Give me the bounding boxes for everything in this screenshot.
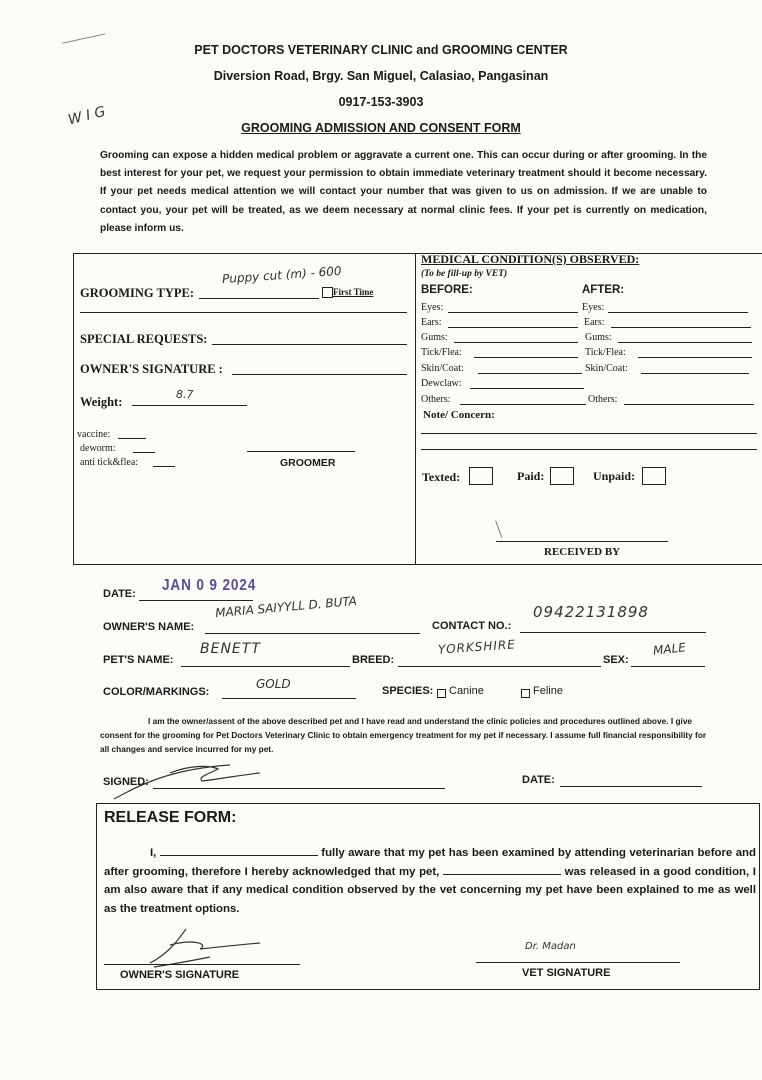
after-ears-label: Ears: <box>584 317 605 328</box>
vet-signature-label: VET SIGNATURE <box>522 967 611 979</box>
special-requests-line[interactable] <box>212 344 407 345</box>
before-ears-line[interactable] <box>448 327 578 328</box>
pet-name-label: PET'S NAME: <box>103 654 174 666</box>
date-stamp: JAN 0 9 2024 <box>162 577 257 594</box>
intro-paragraph: Grooming can expose a hidden medical problem or aggravate a current one. This can occur during or after grooming. In the best interest for your pet, we request your permission to obtain immediate veterinary treatment should it become necessary. If your pet needs medical attention we will contact your number that was given to us on admission. If we are unable to contact you, your pet will be treated, as we deem necessary at normal clinic fees. If your pet is currently on medication, please inform us. <box>100 150 707 234</box>
after-eyes-label: Eyes: <box>582 302 605 313</box>
before-label: BEFORE: <box>421 284 473 296</box>
deworm-label: deworm: <box>80 443 116 454</box>
note-line-1[interactable] <box>421 433 757 434</box>
before-eyes-label: Eyes: <box>421 302 444 313</box>
paid-checkbox[interactable] <box>550 467 574 485</box>
color-label: COLOR/MARKINGS: <box>103 686 210 698</box>
after-eyes-line[interactable] <box>608 312 748 313</box>
breed-line[interactable] <box>398 666 601 667</box>
before-others-line[interactable] <box>460 404 586 405</box>
texted-checkbox[interactable] <box>469 467 493 485</box>
pet-name-value: BENETT <box>200 641 261 657</box>
before-tick-label: Tick/Flea: <box>421 347 462 358</box>
pet-name-line[interactable] <box>181 666 350 667</box>
release-owner-signature-scribble <box>140 923 270 969</box>
species-label: SPECIES: <box>382 685 434 697</box>
vaccine-label: vaccine: <box>77 429 111 440</box>
release-pet-name-line[interactable] <box>443 864 561 875</box>
after-tick-label: Tick/Flea: <box>585 347 626 358</box>
received-line[interactable] <box>496 541 668 542</box>
before-ears-label: Ears: <box>421 317 442 328</box>
before-tick-line[interactable] <box>474 357 578 358</box>
release-owner-signature-line[interactable] <box>104 964 300 965</box>
groomer-label: GROOMER <box>280 457 336 469</box>
margin-note: W I G <box>66 103 108 129</box>
after-skin-label: Skin/Coat: <box>585 363 628 374</box>
before-dewclaw-label: Dewclaw: <box>421 378 462 389</box>
release-title: RELEASE FORM: <box>104 809 237 826</box>
consent-paragraph: I am the owner/assent of the above described pet and I have read and understand the clinic policies and procedures outlined above. I give consent for the grooming for Pet Doctors Veterinary Clinic to obtain emergency treatment for my pet if necessary. I assume full financial responsibility for all changes and service incurred for my pet. <box>100 716 707 754</box>
after-gums-line[interactable] <box>618 342 752 343</box>
release-owner-signature-label: OWNER'S SIGNATURE <box>120 969 240 981</box>
before-others-label: Others: <box>421 394 451 405</box>
weight-value: 8.7 <box>176 388 194 401</box>
after-tick-line[interactable] <box>638 357 752 358</box>
before-skin-label: Skin/Coat: <box>421 363 464 374</box>
signed-date-label: DATE: <box>522 774 555 786</box>
clinic-phone: 0917-153-3903 <box>338 95 424 109</box>
medical-subtitle: (To be fill-up by VET) <box>421 269 508 279</box>
grooming-type-line[interactable] <box>199 298 319 299</box>
owner-name-value: MARIA SAIYYLL D. BUTA <box>214 593 358 621</box>
date-line[interactable] <box>139 600 253 601</box>
deworm-line[interactable] <box>133 452 155 453</box>
vaccine-line[interactable] <box>118 438 146 439</box>
weight-line[interactable] <box>132 405 247 406</box>
clinic-address: Diversion Road, Brgy. San Miguel, Calasiao, Pangasinan <box>213 69 549 83</box>
contact-label: CONTACT NO.: <box>432 620 512 632</box>
first-time-checkbox[interactable] <box>322 287 333 298</box>
signed-date-line[interactable] <box>560 786 702 787</box>
clinic-name: PET DOCTORS VETERINARY CLINIC and GROOMING CENTER <box>194 43 568 57</box>
date-label: DATE: <box>103 588 136 600</box>
unpaid-label: Unpaid: <box>593 469 636 483</box>
before-eyes-line[interactable] <box>448 312 578 313</box>
release-text-3: was released in a good condition, I am also aware that if any medical condition observed by the vet concerning my pet have been explained to me as well as the treatment options. <box>104 865 756 915</box>
antitick-label: anti tick&flea: <box>80 457 139 468</box>
paid-label: Paid: <box>517 469 545 483</box>
canine-checkbox[interactable] <box>437 689 446 698</box>
before-gums-label: Gums: <box>421 332 448 343</box>
note-label: Note/ Concern: <box>423 409 495 421</box>
grooming-type-line-2[interactable] <box>80 312 407 313</box>
canine-label: Canine <box>449 685 484 697</box>
feline-checkbox[interactable] <box>521 689 530 698</box>
sex-value: MALE <box>652 640 687 658</box>
release-text-2: fully aware that my pet has been examined by attending veterinarian before and after grooming, therefore I hereby acknowledged that my pet, <box>104 847 756 878</box>
box-divider <box>415 253 416 564</box>
after-others-label: Others: <box>588 394 618 405</box>
release-paragraph <box>104 844 756 918</box>
before-skin-line[interactable] <box>478 373 582 374</box>
breed-label: BREED: <box>352 654 395 666</box>
color-line[interactable] <box>222 698 356 699</box>
signed-label: SIGNED: <box>103 776 149 788</box>
medical-title: MEDICAL CONDITION(S) OBSERVED: <box>421 252 640 266</box>
first-time-label: First Time <box>333 287 374 297</box>
special-requests-label: SPECIAL REQUESTS: <box>80 332 208 346</box>
sex-label: SEX: <box>603 654 629 666</box>
release-text-1: I, <box>150 847 157 859</box>
vet-signature-line[interactable] <box>476 962 680 963</box>
before-dewclaw-line[interactable] <box>470 388 584 389</box>
after-ears-line[interactable] <box>611 327 751 328</box>
owner-name-label: OWNER'S NAME: <box>103 621 195 633</box>
owner-signature-line[interactable] <box>232 374 407 375</box>
unpaid-checkbox[interactable] <box>642 467 666 485</box>
vet-handwritten-name: Dr. Madan <box>525 941 576 952</box>
grooming-type-label: GROOMING TYPE: <box>80 286 195 300</box>
antitick-line[interactable] <box>153 466 175 467</box>
note-line-2[interactable] <box>421 449 757 450</box>
breed-value: YORKSHIRE <box>437 637 517 657</box>
contact-line[interactable] <box>520 632 706 633</box>
before-gums-line[interactable] <box>454 342 578 343</box>
form-title: GROOMING ADMISSION AND CONSENT FORM <box>241 121 521 135</box>
after-label: AFTER: <box>582 284 625 296</box>
owner-signature-scribble <box>110 755 270 805</box>
received-by-label: RECEIVED BY <box>544 546 621 558</box>
after-gums-label: Gums: <box>585 332 612 343</box>
contact-value: 09422131898 <box>533 603 649 621</box>
owner-signature-label: OWNER'S SIGNATURE : <box>80 362 223 376</box>
release-owner-name-line[interactable] <box>160 845 318 856</box>
after-skin-line[interactable] <box>641 373 749 374</box>
sex-line[interactable] <box>631 666 705 667</box>
weight-label: Weight: <box>80 395 123 409</box>
groomer-line[interactable] <box>247 451 355 452</box>
owner-name-line[interactable] <box>205 633 420 634</box>
color-value: GOLD <box>256 677 291 691</box>
texted-label: Texted: <box>422 470 461 484</box>
feline-label: Feline <box>533 685 563 697</box>
grooming-type-value: Puppy cut (m) - 600 <box>221 263 342 287</box>
after-others-line[interactable] <box>624 404 754 405</box>
